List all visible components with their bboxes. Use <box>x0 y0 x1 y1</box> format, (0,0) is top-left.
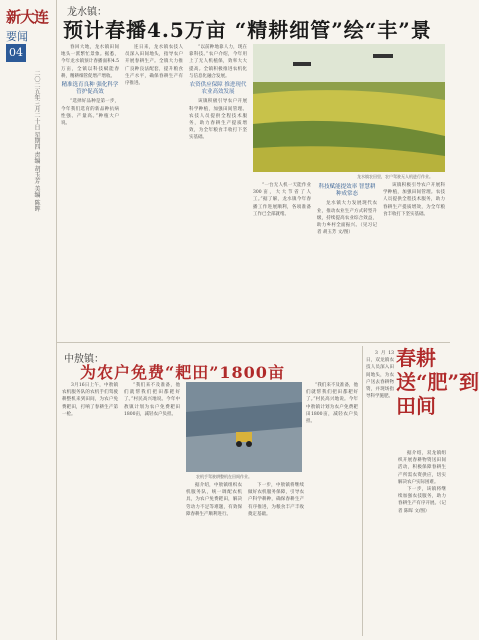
story1-column-1 <box>61 44 119 334</box>
story2-photo-caption: 农机手驾驶耕整机在田间作业。 <box>196 474 252 479</box>
story2-paragraph: “我们来不及准备，他们就帮我们把田都耙好了。”村民高兴地说。今年中敖镇计划为农户免费耙田1800亩，减轻农户负担。 <box>124 383 180 417</box>
story2-paragraph: “我们来不及准备，他们就帮我们把田都耙好了。”村民高兴地说。今年中敖镇计划为农户免费耙田1800亩，减轻农户负担。 <box>306 383 358 425</box>
section-name: 要闻 <box>6 30 28 43</box>
story1-paragraph: “选择好品种是第一步，今年我们选育的新品种抗病性强、产量高。”种植大户说。 <box>61 99 119 127</box>
section-divider <box>57 342 450 343</box>
story2-paragraph: 3月16日上午，中敖镇农机服务队的农机手们驾驶耕整机来到田间，为农户免费耙田，打响了春耕生产第一枪。 <box>62 383 118 417</box>
page-number-badge: 04 <box>6 44 26 62</box>
story3-title: 春耕送“肥”到田间 <box>396 346 479 418</box>
story1-paragraph: 该镇积极引导农户开展科学种植，加强田间管理。农技人员提供全程技术服务，助力春耕生产提质增效，为全年粮食丰收打下坚实基础。 <box>189 99 247 141</box>
story2-column-4 <box>248 482 304 634</box>
story1-subhead-b: 农资供应保障 推进现代农业高效发展 <box>189 82 247 96</box>
story2-column-3 <box>186 482 242 634</box>
story2-kicker: 中敖镇： <box>64 354 104 365</box>
story1-photo <box>253 44 445 172</box>
story1-paragraph: 春回大地，龙水镇田间地头一派繁忙景象。据悉，今年龙水镇预计春播面积4.5万亩，全镇以科技赋能春耕，精耕细管促增产增收。 <box>61 45 119 79</box>
masthead-logo: 新大连 <box>6 8 49 26</box>
tractor-field-illustration <box>186 382 302 472</box>
story1-photo-caption: 龙水镇农田里，农户驾驶无人机进行作业。 <box>357 174 433 179</box>
story2-headline: 为农户免费“耙田”1800亩 <box>80 363 285 382</box>
story1-paragraph: “一台无人机一天能作业300亩，大大节省了人工。”据了解，龙水镇今年春播工作进展顺利，各项准备工作已全部就绪。 <box>253 183 311 217</box>
story1-column-5 <box>317 182 377 334</box>
story2-column-1 <box>62 382 118 634</box>
drone-field-illustration <box>253 44 445 172</box>
story1-column-6 <box>383 182 445 334</box>
story2-photo <box>186 382 302 472</box>
column-rule <box>362 346 363 636</box>
story2-paragraph: 下一步，中敖镇将继续做好农机服务保障，引导农户科学耕种，确保春耕生产有序推进，为粮食丰产丰收奠定基础。 <box>248 483 304 517</box>
story3-paragraph: 下一步，该镇将继续加强农技服务，助力春耕生产有序开展。（记者 陈晖 文/图） <box>398 487 446 514</box>
story1-subhead-c: 科技赋能提效率 智慧耕种成常态 <box>318 184 376 198</box>
story1-paragraph: “以前种地靠人力，现在靠科技。”农户介绍，今年用上了无人机植保，效率大大提高。全镇积极推进农机化与信息化融合发展。 <box>189 45 247 79</box>
issue-info: 二〇二五年三月二十日 星期四 责编 胡玉芳 美编 陈晖 <box>33 70 40 212</box>
story1-column-3 <box>189 44 247 334</box>
side-column <box>0 0 57 640</box>
story1-paragraph: 龙水镇大力发展现代农业，推动农业生产方式转型升级，持续提高农业综合效益，助力乡村全面振兴。（见习记者 胡玉芳 文/图） <box>317 201 377 236</box>
story3-column-1 <box>366 350 394 634</box>
story1-headline: 预计春播4.5万亩 “精耕细管”绘“丰”景 <box>63 18 432 42</box>
story2-column-2 <box>124 382 180 634</box>
story3-paragraph: 3月13日，双龙镇农技人员深入田间地头，为农户送去春耕物资，并现场指导科学施肥。 <box>366 351 394 400</box>
story1-kicker: 龙水镇： <box>67 7 107 18</box>
story3-column-2 <box>398 450 446 634</box>
story2-paragraph: 据介绍，中敖镇组织农机服务队，统一调配农机具，为农户免费耙田，解决劳动力不足等难题，有效保障春耕生产顺利进行。 <box>186 483 242 517</box>
story2-column-5 <box>306 382 358 634</box>
story1-paragraph: 连日来，龙水镇农技人员深入田间地头，指导农户开展春耕生产。全镇大力推广良种良法配套，提升粮食生产水平，确保春耕生产有序推进。 <box>125 45 183 87</box>
story1-column-2 <box>125 44 183 334</box>
story3-paragraph: 据介绍，双龙镇组织开展春耕物资送田间活动，积极保障春耕生产所需农资供应，切实解决农户实际困难。 <box>398 451 446 485</box>
story1-subhead-a: 精准选育良种 强化科学管护促高效 <box>61 82 119 96</box>
story1-paragraph: 该镇积极引导农户开展科学种植，加强田间管理。农技人员提供全程技术服务，助力春耕生产提质增效，为全年粮食丰收打下坚实基础。 <box>383 183 445 217</box>
story1-column-4 <box>253 182 311 334</box>
